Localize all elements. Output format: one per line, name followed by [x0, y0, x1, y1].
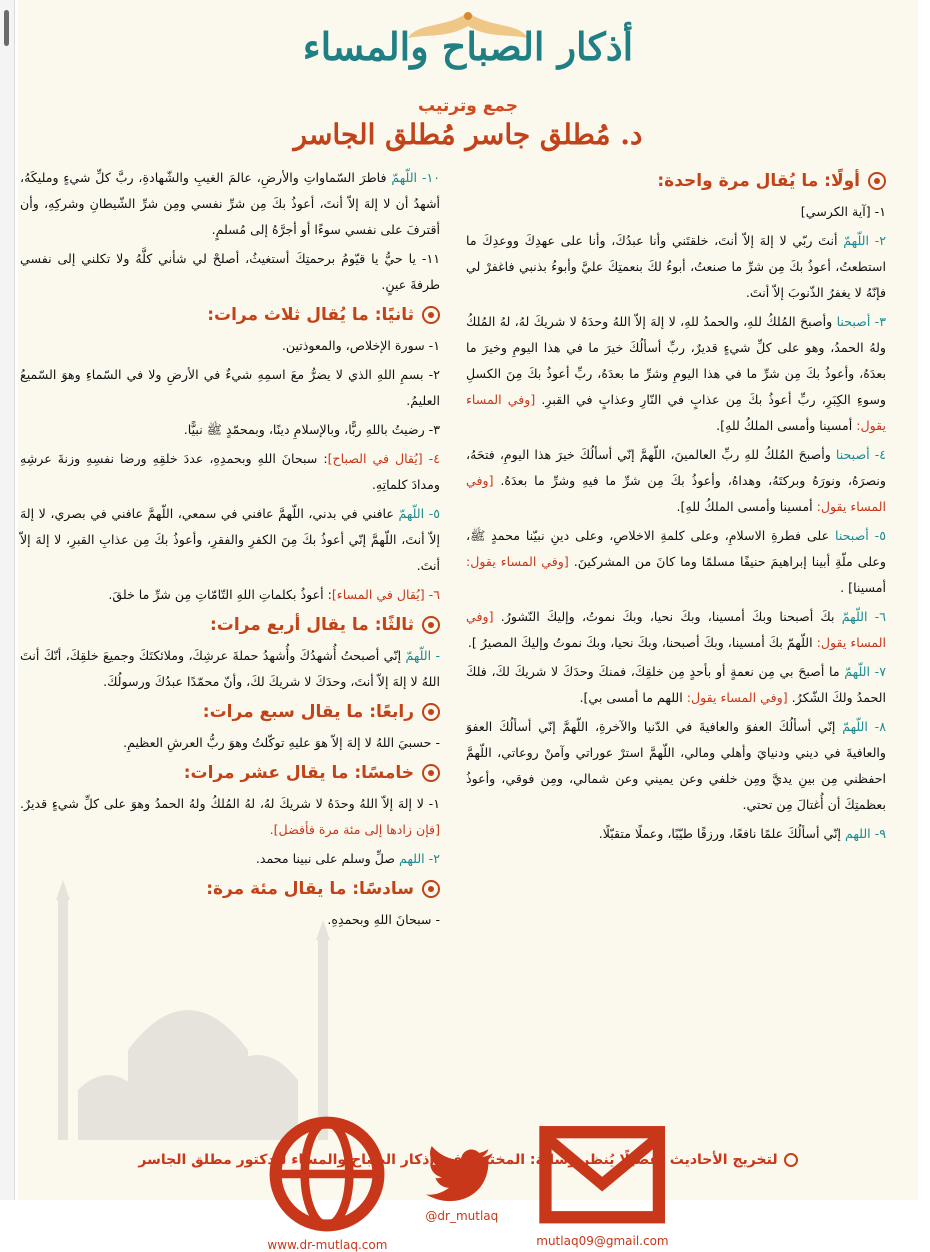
globe-icon: [267, 1114, 387, 1234]
contact-bar: [18, 1172, 918, 1252]
dhikr-item: - سبحانَ اللهِ وبحمدِهِ.: [327, 912, 440, 927]
left-column: [20, 165, 440, 936]
vertical-scrollbar[interactable]: [0, 0, 15, 1200]
mosque-skyline-icon: [18, 880, 378, 1140]
dhikr-item: ٣- رضيتُ باللهِ ربًّا، وبالإسلامِ دينًا، وبمحمّدٍ ﷺ نبيًّا.: [183, 422, 440, 437]
dhikr-item: - اللّهمّ إنّي أصبحتُ أُشهدُكَ وأُشهدُ حملةَ عرشِكَ، وملائكتَكَ وجميعَ خلقِكَ، أنّكَ أنتَ اللهُ لا إلهَ إلاّ أنتَ، وحدَكَ لا شريكَ لكَ، وأنّ محمّدًا عبدُكَ ورسولُكَ.: [20, 648, 440, 689]
dhikr-item: ٥- أصبحنا على فطرةِ الاسلامِ، وعلى كلمةِ الاخلاصِ، وعلى دينِ نبيّنا محمدٍ ﷺ، وعلى ملّةِ أبينا إبراهيمَ حنيفًا مسلمًا وما كانَ من المشركينَ. [وفي المساء يقول: أمسينا] .: [466, 528, 886, 595]
compiled-by-label: جمع وترتيب: [417, 96, 519, 116]
section-marker-icon: [422, 703, 440, 721]
dhikr-item: ١- سورة الإخلاص، والمعوذتين.: [281, 338, 440, 353]
twitter-link[interactable]: @dr_mutlaq: [425, 1143, 498, 1222]
dhikr-item: ٤- أصبحنا وأصبحَ المُلكُ للهِ ربِّ العالمينَ، اللّهمَّ إنّي أسألُكَ خيرَ هذا اليومِ، فتحَهُ، ونصرَهُ، ونورَهُ وبركتَهُ، وهداهُ، وأعوذُ بكَ مِن شرِّ ما فيهِ وشرِّ ما بعدَهُ. [وفي المساء يقول: أمسينا وأمسى الملكُ للهِ].: [466, 447, 887, 514]
section-marker-icon: [422, 616, 440, 634]
dhikr-item: ٢- اللّهمّ أنتَ ربّي لا إلهَ إلاّ أنتَ، خلقتَني وأنا عبدُكَ، وأنا على عهدِكَ ووعدِكَ ما استطعتُ، أعوذُ بكَ مِن شرِّ ما صنعتُ، أبوءُ لكَ بنعمتِكَ عليَّ وأبوءُ بذنبي فاغفرْ لي فإنّهُ لا يغفرُ الذّنوبَ إلاّ أنتَ.: [466, 233, 887, 300]
dhikr-item: ١- لا إلهَ إلاّ اللهُ وحدَهُ لا شريكَ لهُ، لهُ المُلكُ ولهُ الحمدُ وهوَ على كلِّ شيءٍ قديرٌ. [فإن زادها إلى مئة مرة فأفضل].: [20, 796, 440, 837]
dhikr-item: ١٠- اللّهمّ فاطرَ السّماواتِ والأرضِ، عالمَ الغيبِ والشّهادةِ، ربَّ كلِّ شيءٍ ومليكَهُ، أشهدُ أن لا إلهَ إلاّ أنتَ، أعوذُ بكَ مِن شرِّ نفسي ومِن شرِّ الشّيطانِ وشركِهِ، وأن أقترفَ على نفسي سوءًا أو أجرَّهُ إلى مُسلمٍ.: [20, 170, 440, 237]
section-three-times-heading: ثانيًا: ما يُقال ثلاث مرات:: [20, 301, 440, 329]
section-ten-times-heading: خامسًا: ما يقال عشر مرات:: [20, 759, 440, 787]
right-column: [466, 165, 886, 850]
section-marker-icon: [784, 1153, 798, 1167]
dhikr-item: - حسبيَ اللهُ لا إلهَ إلاّ هوَ عليهِ توكّلتُ وهوَ ربُّ العرشِ العظيمِ.: [123, 735, 440, 750]
section-marker-icon: [422, 880, 440, 898]
footer-reference-note: لتخريج الأحاديث تفصيلًا يُنظر رسالة: المختصر في أذكار الصباح والمساء للدكتور مطلق الجاسر: [18, 1152, 918, 1168]
section-marker-icon: [422, 306, 440, 324]
dhikr-item: ٣- أصبحنا وأصبحَ المُلكُ للهِ، والحمدُ للهِ، لا إلهَ إلاّ اللهُ وحدَهُ لا شريكَ لهُ، لهُ المُلكُ ولهُ الحمدُ، وهو على كلِّ شيءٍ قديرٌ، ربِّ أسألُكَ خيرَ ما في هذا اليومِ وخيرَ ما بعدَهُ، وأعوذُ بكَ مِن شرِّ ما في هذا اليومِ وشرِّ ما بعدَهُ، ربِّ أعوذُ بكَ مِنَ الكسلِ وسوءِ الكِبَرِ، ربِّ أعوذُ بكَ مِن عذابٍ في النّارِ وعذابٍ في القبرِ. [وفي المساء يقول: أمسينا وأمسى الملكُ للهِ].: [466, 314, 886, 433]
dhikr-item: ٩- اللهم إنّي أسألُكَ علمًا نافعًا، ورزقًا طيّبًا، وعملًا متقبّلًا.: [598, 826, 886, 841]
section-seven-times-heading: رابعًا: ما يقال سبع مرات:: [20, 698, 440, 726]
section-once-heading: أولًا: ما يُقال مرة واحدة:: [466, 167, 886, 195]
dhikr-item: ١١- يا حيُّ يا قيّومُ برحمتِكَ أستغيثُ، أصلحْ لي شأني كلَّهُ ولا تكلني إلى نفسي طرفةَ عينٍ.: [20, 251, 440, 292]
dhikr-item: ٢- اللهم صلِّ وسلم على نبينا محمد.: [255, 851, 440, 866]
dhikr-item: ٧- اللّهمّ ما أصبحَ بي مِن نعمةٍ أو بأحدٍ مِن خلقِكَ، فمنكَ وحدَكَ لا شريكَ لكَ، فلكَ الحمدُ ولكَ الشّكرُ. [وفي المساء يقول: اللهم ما أمسى بي].: [466, 664, 886, 705]
mail-icon: [536, 1118, 668, 1231]
page-title: أذكار الصباح والمساء: [302, 24, 634, 69]
twitter-icon: [425, 1143, 498, 1205]
section-marker-icon: [422, 764, 440, 782]
dhikr-item: ٤- [يُقال في الصباح]: سبحانَ اللهِ وبحمدِهِ، عددَ خلقِهِ ورضا نفسِهِ وزنةَ عرشِهِ ومدادَ كلماتِهِ.: [20, 451, 440, 492]
scrollbar-thumb[interactable]: [4, 10, 9, 46]
section-marker-icon: [868, 172, 886, 190]
header: [18, 0, 918, 160]
dhikr-item: ١- [آية الكرسي]: [800, 204, 886, 219]
website-link[interactable]: www.dr-mutlaq.com: [267, 1114, 387, 1251]
section-four-times-heading: ثالثًا: ما يقال أربع مرات:: [20, 611, 440, 639]
section-hundred-times-heading: سادسًا: ما يقال مئة مرة:: [20, 875, 440, 903]
document-page: [18, 0, 918, 1252]
dhikr-item: ٨- اللّهمّ إنّي أسألُكَ العفوَ والعافيةَ في الدّنيا والآخرةِ، اللّهمَّ إنّي أسألُكَ العفوَ والعافيةَ في ديني ودنيايَ وأهلي ومالي، اللّهمَّ استرْ عوراتي وآمنْ روعاتي، اللّهمَّ احفظني مِن بينِ يديَّ ومِن خلفي وعن يميني وعن شمالي، ومِن فوقي، وأعوذُ بعظمتِكَ أن أُغتالَ مِن تحتي.: [466, 719, 886, 812]
author-name: د. مُطلق جاسر مُطلق الجاسر: [293, 118, 643, 151]
dhikr-item: ٢- بسمِ اللهِ الذي لا يضرُّ معَ اسمِهِ شيءٌ في الأرضِ ولا في السّماءِ وهوَ السّميعُ العليمُ.: [20, 367, 440, 408]
dhikr-item: ٥- اللّهمّ عافني في بدني، اللّهمَّ عافني في سمعي، اللّهمَّ عافني في بصري، لا إلهَ إلاّ أنتَ، اللّهمَّ إنّي أعوذُ بكَ مِنَ الكفرِ والفقرِ، وأعوذُ بكَ مِن عذابِ القبرِ، لا إلهَ إلاّ أنتَ.: [20, 506, 440, 573]
dhikr-item: ٦- [يُقال في المساء]: أعوذُ بكلماتِ اللهِ التّامّاتِ مِن شرِّ ما خلقَ.: [108, 587, 440, 602]
email-link[interactable]: mutlaq09@gmail.com: [536, 1118, 668, 1248]
dhikr-item: ٦- اللّهمّ بكَ أصبحنا وبكَ أمسينا، وبكَ نحيا، وبكَ نموتُ، وإليكَ النّشورُ. [وفي المساء يقول: اللّهمّ بكَ أمسينا، وبكَ أصبحنا، وبكَ نحيا، وبكَ نموتُ وإليكَ المصيرُ ].: [466, 609, 886, 650]
